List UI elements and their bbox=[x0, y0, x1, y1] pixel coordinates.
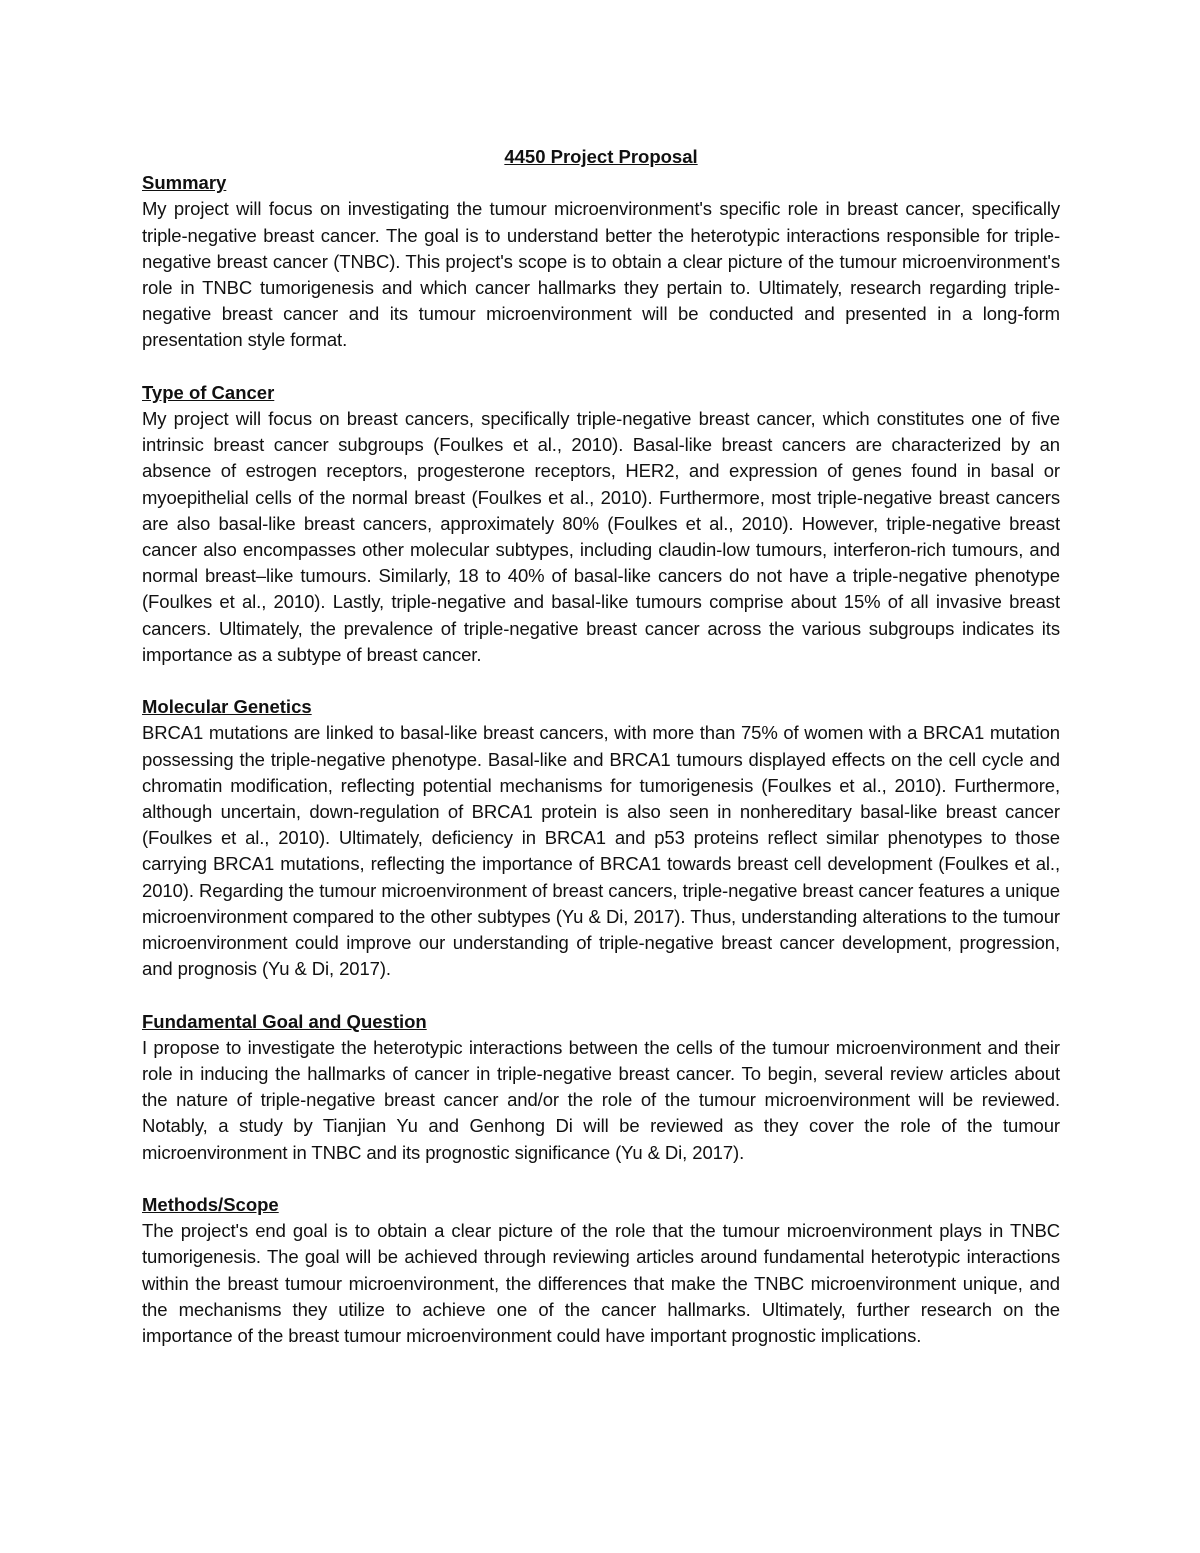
section-heading: Methods/Scope bbox=[142, 1194, 279, 1216]
section-molecular-genetics bbox=[142, 694, 1060, 982]
section-heading: Summary bbox=[142, 172, 227, 194]
section-paragraph: I propose to investigate the heterotypic interactions between the cells of the tumour microenvironment and their role in inducing the hallmarks of cancer in triple-negative breast cancer. To begin, several review articles about the nature of triple-negative breast cancer and/or the role of the tumour microenvironment will be reviewed. Notably, a study by Tianjian Yu and Genhong Di will be reviewed as they cover the role of the tumour microenvironment in TNBC and its prognostic significance (Yu & Di, 2017). bbox=[142, 1036, 1060, 1163]
section-summary bbox=[142, 170, 1060, 353]
section-paragraph: My project will focus on breast cancers, specifically triple-negative breast cancer, which constitutes one of five intrinsic breast cancer subgroups (Foulkes et al., 2010). Basal-like breast cancers are characterized by an absence of estrogen receptors, progesterone receptors, HER2, and expression of genes found in basal or myoepithelial cells of the normal breast (Foulkes et al., 2010). Furthermore, most triple-negative breast cancers are also basal-like breast cancers, approximately 80% (Foulkes et al., 2010). However, triple-negative breast cancer also encompasses other molecular subtypes, including claudin-low tumours, interferon-rich tumours, and normal breast–like tumours. Similarly, 18 to 40% of basal-like cancers do not have a triple-negative phenotype (Foulkes et al., 2010). Lastly, triple-negative and basal-like tumours comprise about 15% of all invasive breast cancers. Ultimately, the prevalence of triple-negative breast cancer across the various subgroups indicates its importance as a subtype of breast cancer. bbox=[142, 408, 1060, 665]
section-type-of-cancer bbox=[142, 380, 1060, 668]
section-heading: Molecular Genetics bbox=[142, 696, 312, 718]
section-methods-scope bbox=[142, 1192, 1060, 1349]
section-paragraph: BRCA1 mutations are linked to basal-like breast cancers, with more than 75% of women with a BRCA1 mutation possessing the triple-negative phenotype. Basal-like and BRCA1 tumours displayed effects on the cell cycle and chromatin modification, reflecting potential mechanisms for tumorigenesis (Foulkes et al., 2010). Furthermore, although uncertain, down-regulation of BRCA1 protein is also seen in nonhereditary basal-like breast cancer (Foulkes et al., 2010). Ultimately, deficiency in BRCA1 and p53 proteins reflect similar phenotypes to those carrying BRCA1 mutations, reflecting the importance of BRCA1 towards breast cell development (Foulkes et al., 2010). Regarding the tumour microenvironment of breast cancers, triple-negative breast cancer features a unique microenvironment compared to the other subtypes (Yu & Di, 2017). Thus, understanding alterations to the tumour microenvironment could improve our understanding of triple-negative breast cancer development, progression, and prognosis (Yu & Di, 2017). bbox=[142, 722, 1060, 980]
section-paragraph: My project will focus on investigating the tumour microenvironment's specific role in breast cancer, specifically triple-negative breast cancer. The goal is to understand better the heterotypic interactions responsible for triple-negative breast cancer (TNBC). This project's scope is to obtain a clear picture of the tumour microenvironment's role in TNBC tumorigenesis and which cancer hallmarks they pertain to. Ultimately, research regarding triple-negative breast cancer and its tumour microenvironment will be conducted and presented in a long-form presentation style format. bbox=[142, 198, 1060, 351]
document-title: 4450 Project Proposal bbox=[504, 146, 698, 167]
document-page bbox=[142, 144, 1060, 1349]
section-paragraph: The project's end goal is to obtain a clear picture of the role that the tumour microenvironment plays in TNBC tumorigenesis. The goal will be achieved through reviewing articles around fundamental heterotypic interactions within the breast tumour microenvironment, the differences that make the TNBC microenvironment unique, and the mechanisms they utilize to achieve one of the cancer hallmarks. Ultimately, further research on the importance of the breast tumour microenvironment could have important prognostic implications. bbox=[142, 1220, 1060, 1347]
section-fundamental-goal bbox=[142, 1009, 1060, 1166]
section-heading: Type of Cancer bbox=[142, 381, 275, 403]
section-heading: Fundamental Goal and Question bbox=[142, 1010, 427, 1032]
